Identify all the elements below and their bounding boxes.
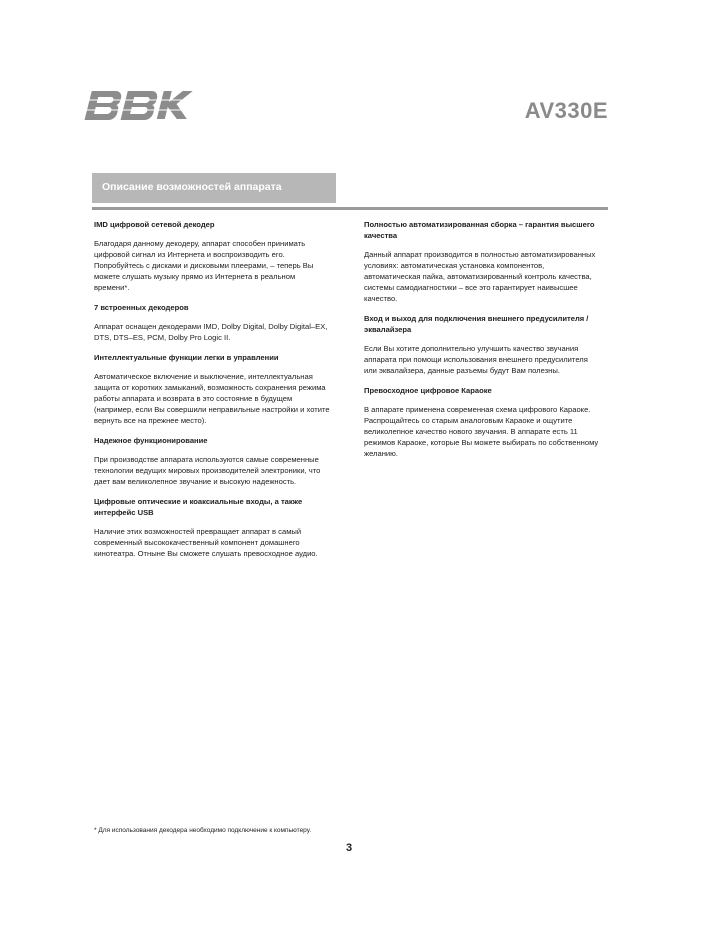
model-name: AV330E: [524, 98, 608, 123]
feature-text: Если Вы хотите дополнительно улучшить качество звучания аппарата при помощи использования внешнего предусилителя или эквалайзера, данные разъемы будут Вам полезны.: [364, 344, 588, 375]
bbk-logo-icon: [80, 90, 200, 120]
feature-heading: 7 встроенных декодеров: [94, 303, 189, 312]
feature-text: При производстве аппарата используются самые современные технологии ведущих мировых производителей электроники, что дает вам великолепное звучание и высокую надежность.: [94, 455, 321, 486]
right-column: [364, 219, 600, 468]
feature-heading: Цифровые оптические и коаксиальные входы, а также интерфейс USB: [94, 497, 303, 517]
section-title: Описание возможностей аппарата: [102, 181, 282, 193]
feature-text: Аппарат оснащен декодерами IMD, Dolby Digital, Dolby Digital–EX, DTS, DTS–ES, PCM, Dolby Pro Logic II.: [94, 322, 328, 342]
feature-heading: IMD цифровой сетевой декодер: [94, 220, 215, 229]
feature-text: Данный аппарат производится в полностью автоматизированных условиях: автоматическая установка компонентов, автоматическая пайка, автоматизированный контроль качества, системы самодиагностики – все это гарантирует наивысшее качество.: [364, 250, 596, 303]
feature-heading: Превосходное цифровое Караоке: [364, 386, 492, 395]
brand-logo: [80, 90, 200, 120]
page-number: 3: [346, 842, 353, 854]
section-divider: [92, 207, 608, 210]
feature-text: Благодаря данному декодеру, аппарат способен принимать цифровой сигнал из Интернета и воспроизводить его. Попробуйтесь с дисками и дисковыми плеерами, – теперь Вы можете слушать музыку прямо из Интернета в реальном времени*.: [94, 239, 314, 292]
feature-text: В аппарате применена современная схема цифрового Караоке. Распрощайтесь со старым аналоговым Караоке и ощутите великолепное качество нового звучания. В аппарате есть 11 режимов Караоке, которые Вы можете выбирать по собственному желанию.: [364, 405, 599, 458]
feature-text: Наличие этих возможностей превращает аппарат в самый современный высококачественный компонент домашнего кинотеатра. Отныне Вы сможете слушать превосходное аудио.: [94, 527, 318, 558]
left-column: [94, 219, 330, 568]
footnote: * Для использования декодера необходимо подключение к компьютеру.: [94, 827, 312, 834]
feature-heading: Надежное функционирование: [94, 436, 208, 445]
feature-heading: Вход и выход для подключения внешнего предусилителя / эквалайзера: [364, 314, 589, 334]
feature-text: Автоматическое включение и выключение, интеллектуальная защита от коротких замыканий, возможность сохранения режима работы аппарата и возврата в это состояние в будущем (например, если Вы совершили неправильные настройки и хотите вернуть все на прежнее место).: [94, 372, 330, 425]
feature-heading: Интеллектуальные функции легки в управлении: [94, 353, 279, 362]
feature-heading: Полностью автоматизированная сборка – гарантия высшего качества: [364, 220, 595, 240]
